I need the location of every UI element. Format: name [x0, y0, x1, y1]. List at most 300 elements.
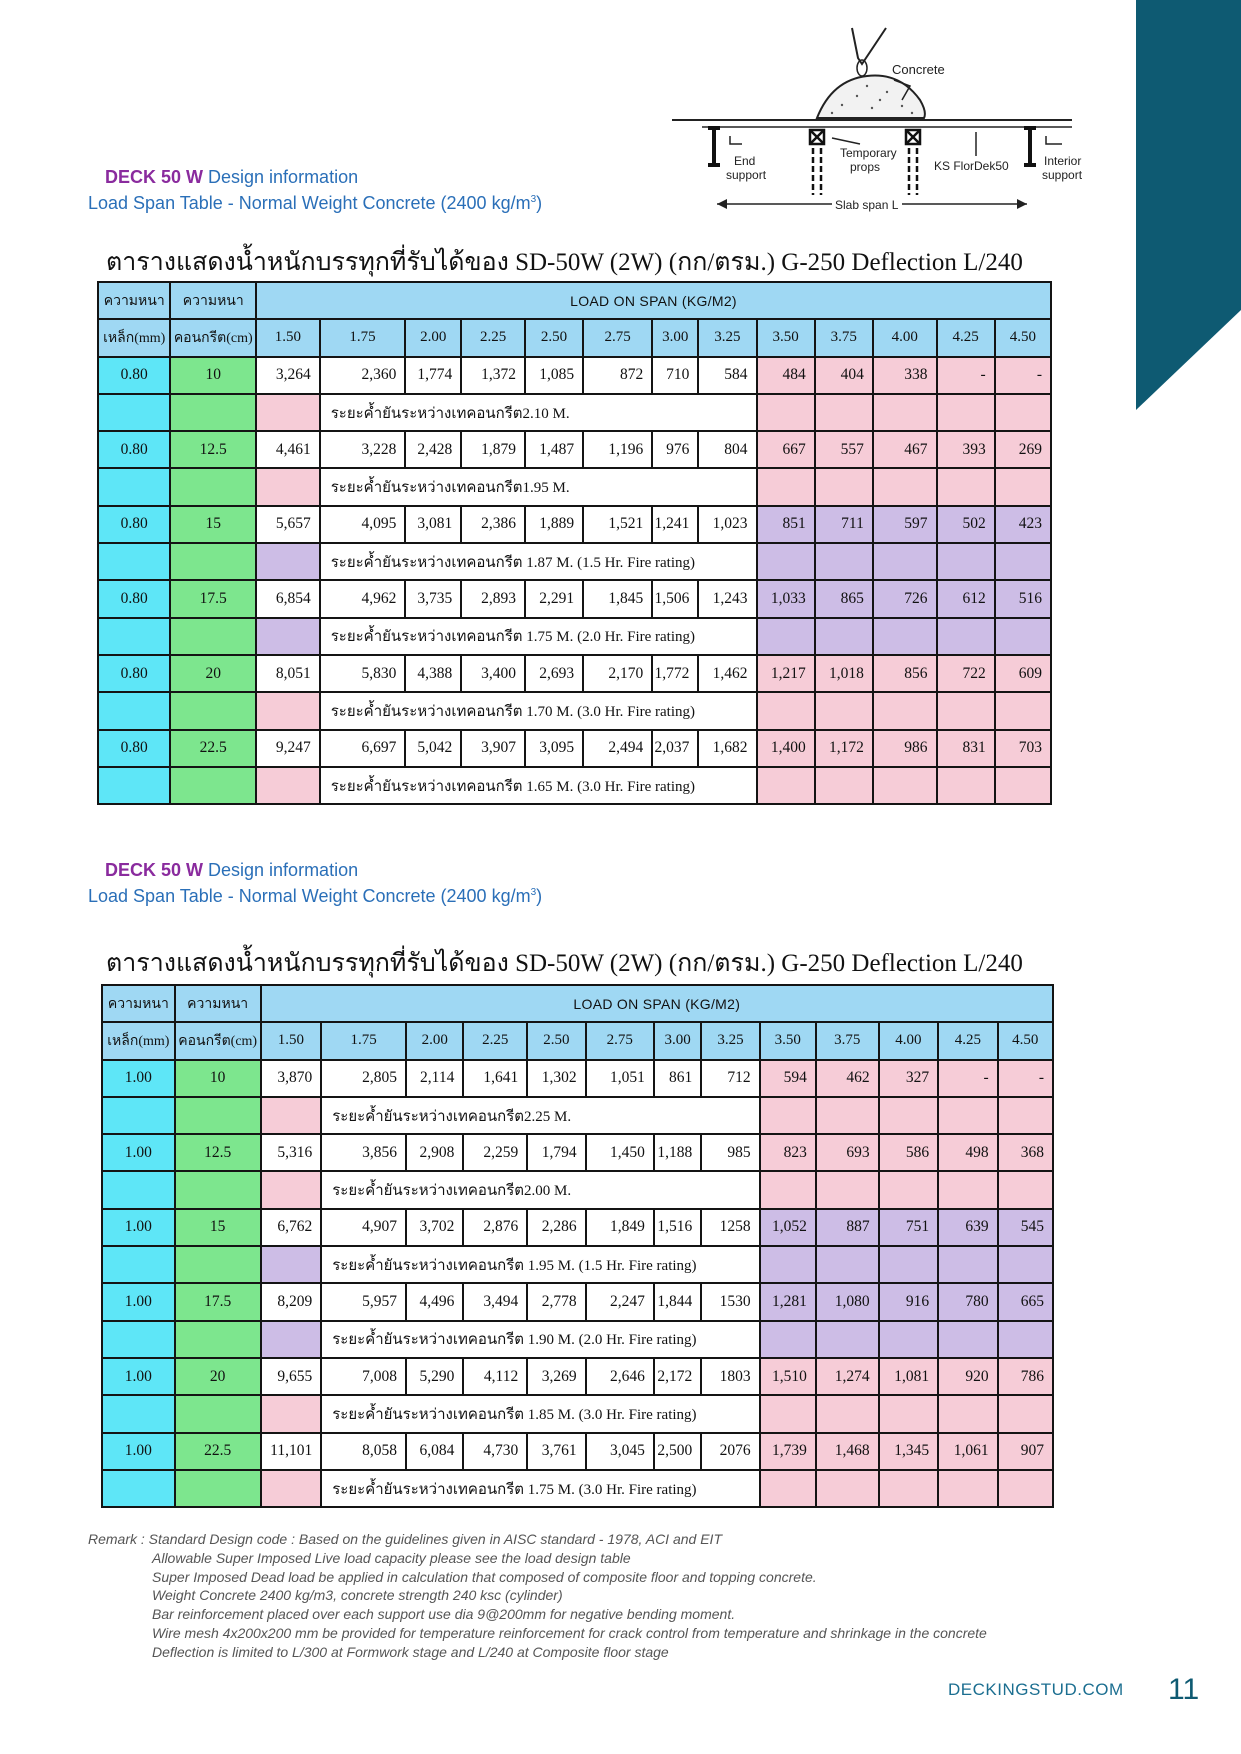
header-row — [102, 985, 1053, 1022]
empty-cell — [938, 1395, 997, 1432]
steel-thickness: 1.00 — [102, 1134, 175, 1171]
load-value: 498 — [938, 1134, 997, 1171]
load-value: 1,052 — [760, 1209, 816, 1246]
empty-cell — [937, 767, 995, 804]
load-value: 1,462 — [698, 655, 756, 692]
load-value: 4,907 — [321, 1209, 406, 1246]
prop-spacing-note: ระยะค้ำยันระหว่างเทคอนกรีต 1.95 M. (1.5 Hr. Fire rating) — [321, 1246, 759, 1283]
concrete-unit-header: คอนกรีต(cm) — [170, 319, 256, 356]
load-value: 484 — [757, 357, 815, 394]
empty-cell — [879, 1470, 938, 1507]
table-row — [98, 506, 1051, 543]
load-span-table — [101, 984, 1054, 1508]
load-value: 9,655 — [261, 1358, 322, 1395]
svg-text:support: support — [1042, 168, 1083, 182]
empty-cell — [256, 543, 320, 580]
empty-cell — [256, 468, 320, 505]
load-value: 2,646 — [586, 1358, 654, 1395]
empty-cell — [937, 692, 995, 729]
load-value: 586 — [879, 1134, 938, 1171]
load-value: 594 — [760, 1060, 816, 1097]
svg-text:Interior: Interior — [1044, 154, 1082, 168]
load-value: 2,172 — [654, 1358, 701, 1395]
load-value: 3,228 — [320, 431, 406, 468]
empty-cell — [873, 543, 937, 580]
header-row — [102, 1022, 1053, 1059]
load-value: 2,494 — [583, 730, 652, 767]
concrete-empty-cell — [170, 468, 256, 505]
empty-cell — [879, 1321, 938, 1358]
empty-cell — [760, 1171, 816, 1208]
load-value: 4,461 — [256, 431, 320, 468]
load-value: 404 — [815, 357, 873, 394]
concrete-thickness: 22.5 — [170, 730, 256, 767]
empty-cell — [757, 468, 815, 505]
empty-cell — [995, 767, 1051, 804]
load-value: 1,243 — [698, 580, 756, 617]
load-value: 1,217 — [757, 655, 815, 692]
load-value: 1,510 — [760, 1358, 816, 1395]
steel-thickness: 1.00 — [102, 1283, 175, 1320]
concrete-empty-cell — [175, 1246, 261, 1283]
empty-cell — [760, 1395, 816, 1432]
empty-cell — [261, 1470, 322, 1507]
load-value: 1,879 — [461, 431, 525, 468]
load-value: 1,844 — [654, 1283, 701, 1320]
load-value: 393 — [937, 431, 995, 468]
load-value: 722 — [937, 655, 995, 692]
empty-cell — [873, 618, 937, 655]
remark-line: Allowable Super Imposed Live load capacity please see the load design table — [152, 1549, 631, 1566]
empty-cell — [995, 618, 1051, 655]
steel-thickness: 1.00 — [102, 1060, 175, 1097]
empty-cell — [998, 1246, 1053, 1283]
remark-block — [88, 1530, 987, 1662]
table-row — [98, 431, 1051, 468]
load-value: 3,761 — [527, 1433, 585, 1470]
span-header: 3.50 — [757, 319, 815, 356]
load-value: 9,247 — [256, 730, 320, 767]
table-title: ตารางแสดงน้ำหนักบรรทุกที่รับได้ของ SD-50W (2W) (กก/ตรม.) G-250 Deflection L/240 — [106, 950, 1023, 977]
span-header: 3.00 — [654, 1022, 701, 1059]
empty-cell — [998, 1171, 1053, 1208]
load-value: 920 — [938, 1358, 997, 1395]
empty-cell — [261, 1321, 322, 1358]
load-value: 1,018 — [815, 655, 873, 692]
load-value: 726 — [873, 580, 937, 617]
load-value: 4,962 — [320, 580, 406, 617]
empty-cell — [873, 394, 937, 431]
load-value: 1,772 — [652, 655, 698, 692]
load-value: 2076 — [701, 1433, 759, 1470]
prop-spacing-note: ระยะค้ำยันระหว่างเทคอนกรีต1.95 M. — [320, 468, 757, 505]
load-value: 851 — [757, 506, 815, 543]
load-value: 639 — [938, 1209, 997, 1246]
span-header: 2.50 — [525, 319, 583, 356]
load-value: 804 — [698, 431, 756, 468]
concrete-thickness: 17.5 — [170, 580, 256, 617]
prop-spacing-note: ระยะค้ำยันระหว่างเทคอนกรีต2.10 M. — [320, 394, 757, 431]
load-value: 11,101 — [261, 1433, 322, 1470]
concrete-empty-cell — [170, 618, 256, 655]
concrete-thickness-header: ความหนา — [170, 282, 256, 319]
load-value: 985 — [701, 1134, 759, 1171]
prop-spacing-note: ระยะค้ำยันระหว่างเทคอนกรีต 1.75 M. (2.0 Hr. Fire rating) — [320, 618, 757, 655]
load-value: - — [937, 357, 995, 394]
span-header: 2.00 — [406, 1022, 463, 1059]
steel-thickness: 0.80 — [98, 580, 170, 617]
header-row — [98, 319, 1051, 356]
svg-text:support: support — [726, 168, 767, 182]
load-span-table — [97, 281, 1052, 805]
empty-cell — [995, 692, 1051, 729]
load-value: 1,794 — [527, 1134, 585, 1171]
span-header: 4.25 — [938, 1022, 997, 1059]
load-value: 423 — [995, 506, 1051, 543]
load-value: 6,762 — [261, 1209, 322, 1246]
empty-cell — [757, 394, 815, 431]
load-value: 2,037 — [652, 730, 698, 767]
load-value: 2,114 — [406, 1060, 463, 1097]
load-value: 5,042 — [405, 730, 461, 767]
load-value: 2,500 — [654, 1433, 701, 1470]
load-value: 338 — [873, 357, 937, 394]
table-note-row — [102, 1097, 1053, 1134]
span-header: 4.25 — [937, 319, 995, 356]
load-value: 368 — [998, 1134, 1053, 1171]
load-value: 3,856 — [321, 1134, 406, 1171]
load-value: 856 — [873, 655, 937, 692]
prop-spacing-note: ระยะค้ำยันระหว่างเทคอนกรีต 1.90 M. (2.0 Hr. Fire rating) — [321, 1321, 759, 1358]
website-footer: DECKINGSTUD.COM — [948, 1680, 1124, 1699]
empty-cell — [995, 394, 1051, 431]
empty-cell — [256, 618, 320, 655]
load-value: 1,372 — [461, 357, 525, 394]
load-value: 1,516 — [654, 1209, 701, 1246]
load-value: - — [998, 1060, 1053, 1097]
load-value: 1,061 — [938, 1433, 997, 1470]
load-value: 1,051 — [586, 1060, 654, 1097]
empty-cell — [937, 468, 995, 505]
concrete-label: Concrete — [892, 62, 945, 77]
concrete-empty-cell — [170, 767, 256, 804]
load-value: 2,876 — [463, 1209, 527, 1246]
load-value: 8,209 — [261, 1283, 322, 1320]
load-value: 786 — [998, 1358, 1053, 1395]
concrete-thickness: 15 — [175, 1209, 261, 1246]
empty-cell — [757, 767, 815, 804]
empty-cell — [256, 767, 320, 804]
load-value: 3,095 — [525, 730, 583, 767]
table-note-row — [98, 468, 1051, 505]
steel-thickness: 0.80 — [98, 506, 170, 543]
load-value: 1,033 — [757, 580, 815, 617]
steel-empty-cell — [102, 1097, 175, 1134]
empty-cell — [815, 692, 873, 729]
load-value: 3,870 — [261, 1060, 322, 1097]
concrete-thickness: 15 — [170, 506, 256, 543]
steel-empty-cell — [98, 468, 170, 505]
empty-cell — [816, 1395, 879, 1432]
table-row — [102, 1209, 1053, 1246]
load-value: 1,023 — [698, 506, 756, 543]
remark-first: Remark : Standard Design code : Based on the guidelines given in AISC standard - 1978, ACI and EIT — [88, 1531, 722, 1547]
concrete-empty-cell — [175, 1171, 261, 1208]
load-value: 3,400 — [461, 655, 525, 692]
load-value: 780 — [938, 1283, 997, 1320]
table-note-row — [102, 1395, 1053, 1432]
span-header: 1.75 — [321, 1022, 406, 1059]
span-header: 1.75 — [320, 319, 406, 356]
load-value: 1803 — [701, 1358, 759, 1395]
load-value: 8,058 — [321, 1433, 406, 1470]
svg-text:End: End — [734, 154, 756, 168]
load-value: 1,521 — [583, 506, 652, 543]
empty-cell — [816, 1321, 879, 1358]
load-value: 1,345 — [879, 1433, 938, 1470]
empty-cell — [815, 468, 873, 505]
empty-cell — [879, 1171, 938, 1208]
empty-cell — [873, 767, 937, 804]
empty-cell — [816, 1246, 879, 1283]
load-value: 1530 — [701, 1283, 759, 1320]
empty-cell — [261, 1246, 322, 1283]
load-value: 2,360 — [320, 357, 406, 394]
steel-empty-cell — [98, 767, 170, 804]
load-value: 831 — [937, 730, 995, 767]
remark-line: Super Imposed Dead load be applied in calculation that composed of composite floor and topping concrete. — [152, 1568, 817, 1585]
load-value: 8,051 — [256, 655, 320, 692]
load-value: 2,170 — [583, 655, 652, 692]
load-value: 1,845 — [583, 580, 652, 617]
load-value: 1258 — [701, 1209, 759, 1246]
steel-empty-cell — [102, 1321, 175, 1358]
deck-subtitle: Load Span Table - Normal Weight Concrete (2400 $kg/m^3$) — [88, 193, 543, 213]
load-on-span-header: LOAD ON SPAN (KG/M2) — [256, 282, 1051, 319]
load-value: 5,830 — [320, 655, 406, 692]
empty-cell — [938, 1097, 997, 1134]
load-value: 2,428 — [405, 431, 461, 468]
empty-cell — [998, 1097, 1053, 1134]
remark-line: Bar reinforcement placed over each support use dia 9@200mm for negative bending moment. — [152, 1606, 736, 1623]
load-value: 1,641 — [463, 1060, 527, 1097]
load-value: 6,854 — [256, 580, 320, 617]
prop-spacing-note: ระยะค้ำยันระหว่างเทคอนกรีต 1.70 M. (3.0 Hr. Fire rating) — [320, 692, 757, 729]
empty-cell — [815, 767, 873, 804]
table-row — [102, 1134, 1053, 1171]
concrete-empty-cell — [170, 394, 256, 431]
load-value: 1,849 — [586, 1209, 654, 1246]
span-header: 3.00 — [652, 319, 698, 356]
empty-cell — [815, 618, 873, 655]
concrete-empty-cell — [175, 1097, 261, 1134]
load-value: 1,487 — [525, 431, 583, 468]
empty-cell — [995, 468, 1051, 505]
load-value: 3,264 — [256, 357, 320, 394]
load-value: 5,316 — [261, 1134, 322, 1171]
empty-cell — [261, 1395, 322, 1432]
concrete-thickness: 22.5 — [175, 1433, 261, 1470]
load-value: 467 — [873, 431, 937, 468]
empty-cell — [757, 543, 815, 580]
load-value: 2,805 — [321, 1060, 406, 1097]
load-value: 502 — [937, 506, 995, 543]
table-row — [98, 655, 1051, 692]
load-value: 751 — [879, 1209, 938, 1246]
steel-thickness: 0.80 — [98, 431, 170, 468]
remark-line: Wire mesh 4x200x200 mm be provided for temperature reinforcement for crack control from temperature and shrinkage in the concrete — [152, 1624, 987, 1641]
empty-cell — [816, 1470, 879, 1507]
empty-cell — [879, 1395, 938, 1432]
steel-empty-cell — [102, 1470, 175, 1507]
load-value: 1,085 — [525, 357, 583, 394]
slab-span-diagram — [672, 20, 1102, 220]
corner-decoration — [1136, 0, 1241, 410]
span-header: 3.25 — [701, 1022, 759, 1059]
remark-line: Deflection is limited to L/300 at Formwork stage and L/240 at Composite floor stage — [152, 1643, 669, 1660]
table-note-row — [98, 394, 1051, 431]
table-note-row — [102, 1321, 1053, 1358]
empty-cell — [256, 692, 320, 729]
table-note-row — [98, 618, 1051, 655]
load-value: 1,241 — [652, 506, 698, 543]
span-header: 2.75 — [583, 319, 652, 356]
load-value: 1,739 — [760, 1433, 816, 1470]
empty-cell — [998, 1321, 1053, 1358]
table-row — [102, 1433, 1053, 1470]
span-header: 3.50 — [760, 1022, 816, 1059]
span-header: 1.50 — [256, 319, 320, 356]
load-value: 976 — [652, 431, 698, 468]
empty-cell — [937, 394, 995, 431]
concrete-thickness: 10 — [175, 1060, 261, 1097]
svg-text:Temporary: Temporary — [840, 146, 897, 160]
span-header: 2.25 — [461, 319, 525, 356]
load-value: - — [938, 1060, 997, 1097]
empty-cell — [816, 1097, 879, 1134]
load-value: 609 — [995, 655, 1051, 692]
span-header: 2.25 — [463, 1022, 527, 1059]
load-value: 1,081 — [879, 1358, 938, 1395]
table-row — [102, 1060, 1053, 1097]
steel-thickness: 0.80 — [98, 655, 170, 692]
empty-cell — [760, 1470, 816, 1507]
load-value: 1,468 — [816, 1433, 879, 1470]
load-value: 2,247 — [586, 1283, 654, 1320]
load-value: 545 — [998, 1209, 1053, 1246]
steel-thickness: 0.80 — [98, 730, 170, 767]
table-row — [98, 580, 1051, 617]
empty-cell — [998, 1470, 1053, 1507]
page-number: 11 — [1168, 1673, 1200, 1706]
load-value: 823 — [760, 1134, 816, 1171]
table-row — [102, 1283, 1053, 1320]
load-value: 872 — [583, 357, 652, 394]
span-header: 4.00 — [879, 1022, 938, 1059]
concrete-thickness: 20 — [175, 1358, 261, 1395]
steel-thickness-header: ความหนา — [98, 282, 170, 319]
prop-spacing-note: ระยะค้ำยันระหว่างเทคอนกรีต 1.75 M. (3.0 Hr. Fire rating) — [321, 1470, 759, 1507]
concrete-thickness: 17.5 — [175, 1283, 261, 1320]
table-note-row — [98, 767, 1051, 804]
load-value: 5,657 — [256, 506, 320, 543]
load-value: 1,302 — [527, 1060, 585, 1097]
load-value: 2,893 — [461, 580, 525, 617]
header-row — [98, 282, 1051, 319]
table-title: ตารางแสดงน้ำหนักบรรทุกที่รับได้ของ SD-50W (2W) (กก/ตรม.) G-250 Deflection L/240 — [106, 249, 1023, 276]
load-value: 3,494 — [463, 1283, 527, 1320]
load-value: 6,084 — [406, 1433, 463, 1470]
load-value: 1,889 — [525, 506, 583, 543]
prop-spacing-note: ระยะค้ำยันระหว่างเทคอนกรีต 1.87 M. (1.5 Hr. Fire rating) — [320, 543, 757, 580]
span-header: 4.50 — [995, 319, 1051, 356]
load-value: 597 — [873, 506, 937, 543]
concrete-empty-cell — [170, 692, 256, 729]
load-value: 1,506 — [652, 580, 698, 617]
span-header: 2.50 — [527, 1022, 585, 1059]
deck-heading: DECK 50 W Design information — [105, 860, 359, 880]
table-row — [98, 730, 1051, 767]
table-note-row — [98, 543, 1051, 580]
load-value: 516 — [995, 580, 1051, 617]
empty-cell — [995, 543, 1051, 580]
load-value: 3,081 — [405, 506, 461, 543]
span-header: 4.00 — [873, 319, 937, 356]
load-value: 2,386 — [461, 506, 525, 543]
empty-cell — [261, 1171, 322, 1208]
load-value: 1,400 — [757, 730, 815, 767]
load-value: 3,269 — [527, 1358, 585, 1395]
slab-span-label: Slab span L — [835, 198, 899, 212]
load-value: 1,682 — [698, 730, 756, 767]
concrete-empty-cell — [175, 1470, 261, 1507]
load-value: 327 — [879, 1060, 938, 1097]
prop-spacing-note: ระยะค้ำยันระหว่างเทคอนกรีต2.00 M. — [321, 1171, 759, 1208]
empty-cell — [261, 1097, 322, 1134]
steel-empty-cell — [102, 1395, 175, 1432]
steel-empty-cell — [98, 692, 170, 729]
load-value: 612 — [937, 580, 995, 617]
load-value: 4,095 — [320, 506, 406, 543]
load-value: 557 — [815, 431, 873, 468]
load-value: 1,188 — [654, 1134, 701, 1171]
load-value: 703 — [995, 730, 1051, 767]
load-value: 3,735 — [405, 580, 461, 617]
load-value: 5,957 — [321, 1283, 406, 1320]
load-on-span-header: LOAD ON SPAN (KG/M2) — [261, 985, 1053, 1022]
prop-spacing-note: ระยะค้ำยันระหว่างเทคอนกรีต2.25 M. — [321, 1097, 759, 1134]
load-value: 667 — [757, 431, 815, 468]
load-value: 5,290 — [406, 1358, 463, 1395]
load-value: 4,730 — [463, 1433, 527, 1470]
load-value: 1,281 — [760, 1283, 816, 1320]
load-value: 665 — [998, 1283, 1053, 1320]
load-value: 711 — [815, 506, 873, 543]
table-note-row — [102, 1171, 1053, 1208]
load-value: 712 — [701, 1060, 759, 1097]
steel-empty-cell — [98, 543, 170, 580]
steel-thickness-header: ความหนา — [102, 985, 175, 1022]
concrete-thickness: 12.5 — [170, 431, 256, 468]
load-value: 4,496 — [406, 1283, 463, 1320]
empty-cell — [757, 618, 815, 655]
table-row — [98, 357, 1051, 394]
empty-cell — [937, 543, 995, 580]
load-value: 907 — [998, 1433, 1053, 1470]
load-value: 4,112 — [463, 1358, 527, 1395]
steel-unit-header: เหล็ก(mm) — [102, 1022, 175, 1059]
load-value: 7,008 — [321, 1358, 406, 1395]
